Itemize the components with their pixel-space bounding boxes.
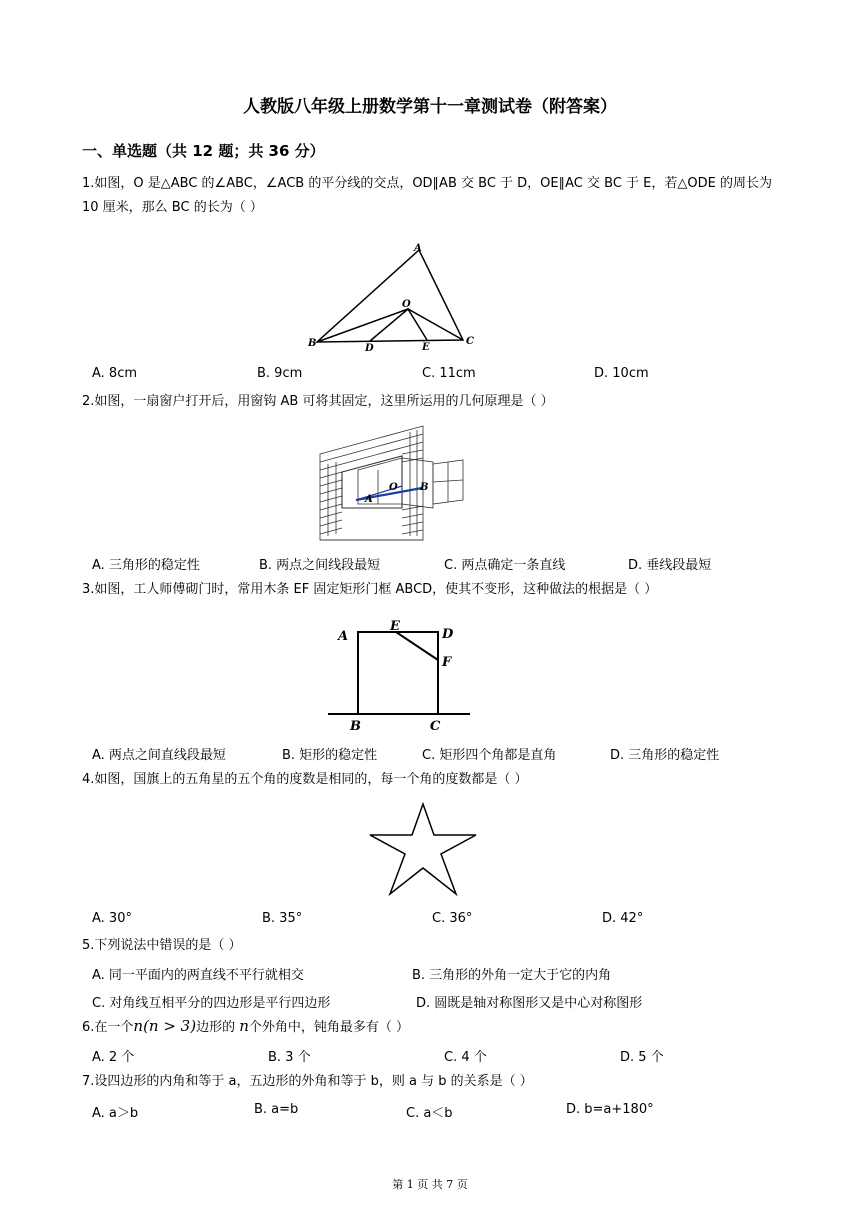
fig1-label-o: O (402, 299, 411, 310)
question-4-stem: 4.如图，国旗上的五角星的五个角的度数是相同的，每一个角的度数都是（ ） (82, 772, 528, 787)
q6-suffix: 个外角中，钝角最多有（ ） (248, 1020, 410, 1035)
question-3-stem: 3.如图，工人师傅砌门时，常用木条 EF 固定矩形门框 ABCD，使其不变形，这种做法的根据是（ ） (82, 582, 658, 597)
q2-option-b[interactable]: B. 两点之间线段最短 (259, 558, 381, 573)
fig2-label-a: A (365, 494, 373, 505)
q6-option-d[interactable]: D. 5 个 (620, 1050, 664, 1065)
q6-option-b[interactable]: B. 3 个 (268, 1050, 311, 1065)
q5-option-b[interactable]: B. 三角形的外角一定大于它的内角 (412, 968, 612, 983)
question-2-figure (318, 424, 468, 542)
q3-option-b[interactable]: B. 矩形的稳定性 (282, 748, 378, 763)
question-6-stem (82, 1014, 409, 1040)
question-7-stem: 7.设四边形的内角和等于 a，五边形的外角和等于 b，则 a 与 b 的关系是（ ） (82, 1074, 533, 1089)
q1-option-c[interactable]: C. 11cm (422, 366, 476, 381)
q1-option-b[interactable]: B. 9cm (257, 366, 303, 381)
q2-option-c[interactable]: C. 两点确定一条直线 (444, 558, 566, 573)
fig3-label-d: D (442, 627, 454, 642)
q3-option-a[interactable]: A. 两点之间直线段最短 (92, 748, 226, 763)
fig3-label-a: A (338, 629, 349, 644)
page-footer: 第 1 页 共 7 页 (392, 1178, 468, 1191)
q4-option-a[interactable]: A. 30° (92, 911, 132, 926)
q4-option-b[interactable]: B. 35° (262, 911, 303, 926)
question-3-figure (326, 618, 476, 734)
q2-option-a[interactable]: A. 三角形的稳定性 (92, 558, 200, 573)
page-title: 人教版八年级上册数学第十一章测试卷（附答案） (243, 97, 617, 117)
q6-prefix: 6.在一个 (82, 1020, 134, 1035)
q6-formula-n: n (239, 1017, 249, 1035)
q6-option-a[interactable]: A. 2 个 (92, 1050, 135, 1065)
fig1-label-c: C (466, 336, 474, 347)
question-5-stem: 5.下列说法中错误的是（ ） (82, 938, 242, 953)
q3-option-d[interactable]: D. 三角形的稳定性 (610, 748, 720, 763)
fig3-label-b: B (350, 719, 361, 734)
q5-option-d[interactable]: D. 圆既是轴对称图形又是中心对称图形 (416, 996, 643, 1011)
q5-option-a[interactable]: A. 同一平面内的两直线不平行就相交 (92, 968, 304, 983)
fig1-label-d: D (365, 343, 374, 352)
q4-option-d[interactable]: D. 42° (602, 911, 644, 926)
q2-option-d[interactable]: D. 垂线段最短 (628, 558, 712, 573)
section-heading: 一、单选题（共 12 题；共 36 分） (82, 142, 325, 160)
q6-option-c[interactable]: C. 4 个 (444, 1050, 487, 1065)
q7-option-d[interactable]: D. b=a+180° (566, 1102, 654, 1117)
q1-option-a[interactable]: A. 8cm (92, 366, 138, 381)
q5-option-c[interactable]: C. 对角线互相平分的四边形是平行四边形 (92, 996, 331, 1011)
fig1-label-e: E (422, 342, 430, 352)
q6-formula: n(n > 3) (133, 1017, 197, 1035)
fig3-label-e: E (390, 619, 400, 634)
star-figure (368, 802, 478, 898)
fig1-label-b: B (308, 338, 317, 349)
fig2-label-o: O (389, 482, 398, 493)
fig3-label-f: F (442, 655, 452, 670)
q6-middle: 边形的 (196, 1020, 236, 1035)
fig3-label-c: C (430, 719, 441, 734)
question-1-figure (300, 240, 500, 352)
question-2-stem: 2.如图，一扇窗户打开后，用窗钩 AB 可将其固定，这里所运用的几何原理是（ ） (82, 394, 554, 409)
fig2-label-b: B (420, 482, 429, 493)
q4-option-c[interactable]: C. 36° (432, 911, 473, 926)
q7-option-c[interactable]: C. a＜b (406, 1106, 453, 1121)
q1-option-d[interactable]: D. 10cm (594, 366, 649, 381)
q7-option-a[interactable]: A. a＞b (92, 1106, 139, 1121)
question-1-stem: 1.如图，O 是△ABC 的∠ABC，∠ACB 的平分线的交点，OD∥AB 交 BC 于 D，OE∥AC 交 BC 于 E，若△ODE 的周长为 10 厘米，那么 BC 的长为（ ） (82, 176, 772, 215)
fig1-label-a: A (414, 243, 422, 254)
q7-option-b[interactable]: B. a=b (254, 1102, 299, 1117)
q3-option-c[interactable]: C. 矩形四个角都是直角 (422, 748, 557, 763)
